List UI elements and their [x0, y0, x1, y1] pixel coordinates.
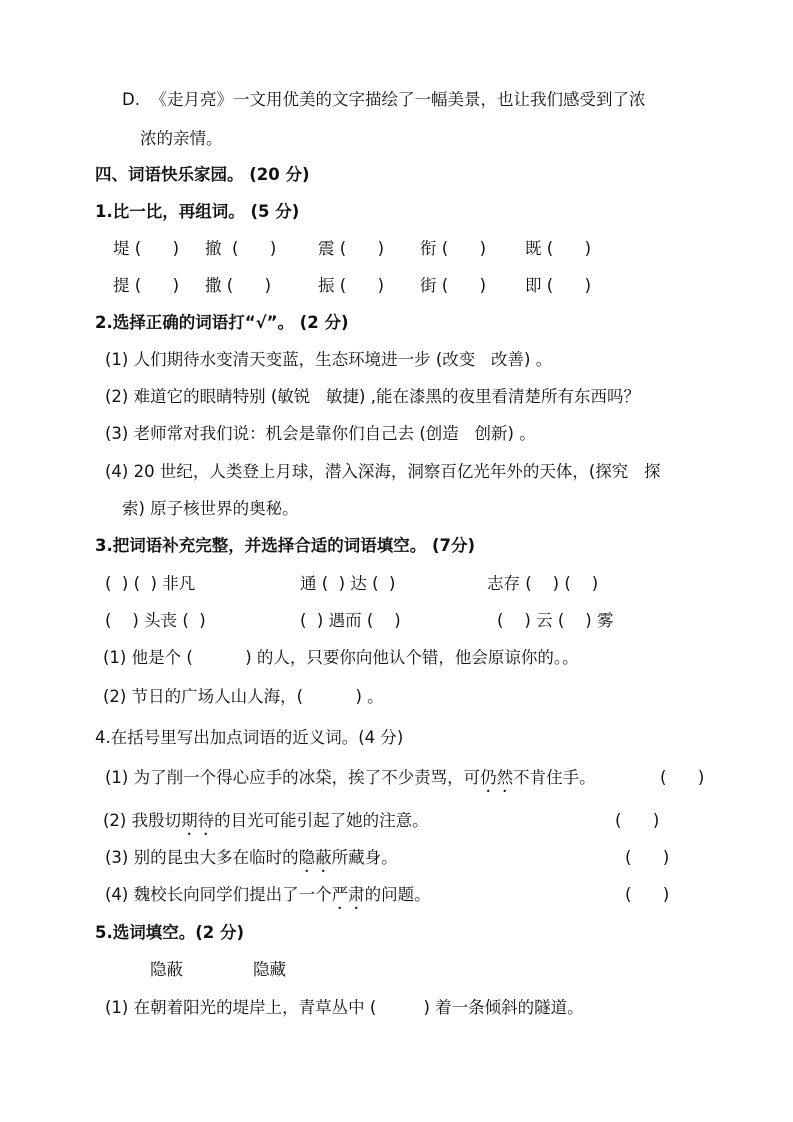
q2-item: (3) 老师常对我们说：机会是靠你们自己去 (创造 创新) 。 [105, 424, 536, 443]
word-blank[interactable]: 振 ( ) [318, 276, 385, 295]
q3-item: (1) 他是个 ( ) 的人，只要你向他认个错，他会原谅你的。。 [103, 648, 579, 667]
dotted-word: 隐蔽 [298, 848, 332, 867]
idiom-blank[interactable]: ( ) 云 ( ) 雾 [497, 611, 614, 630]
option-d-line2: 浓的亲情。 [140, 129, 223, 148]
option-d-line1: D. 《走月亮》一文用优美的文字描绘了一幅美景，也让我们感受到了浓 [122, 90, 646, 109]
q2-item: (2) 难道它的眼睛特别 (敏锐 敏捷) ,能在漆黑的夜里看清楚所有东西吗？ [105, 387, 640, 406]
q5-title: 5.选词填空。(2 分) [95, 923, 245, 942]
dotted-word: 仍然 [480, 768, 514, 787]
q2-item: (4) 20 世纪，人类登上月球，潜入深海，洞察百亿光年外的天体，(探究 探 [105, 462, 661, 481]
q3-item: (2) 节日的广场人山人海，( ) 。 [103, 687, 384, 706]
idiom-blank[interactable]: ( ) 头丧 ( ) [105, 611, 206, 630]
q5-item: (1) 在朝着阳光的堤岸上，青草丛中 ( ) 着一条倾斜的隧道。 [105, 998, 584, 1017]
text: 所藏身。 [331, 848, 398, 867]
q4-item [105, 885, 431, 913]
q3-title: 3.把词语补充完整，并选择合适的词语填空。 (7分) [95, 536, 476, 555]
text: (2) 我殷切 [103, 811, 182, 830]
answer-blank[interactable]: ( ) [625, 848, 670, 867]
section-title: 四、词语快乐家园。 (20 分) [95, 165, 310, 184]
q4-item [105, 848, 398, 876]
word-blank[interactable]: 街 ( ) [420, 276, 487, 295]
q4-title: 4.在括号里写出加点词语的近义词。(4 分) [95, 728, 404, 747]
idiom-blank[interactable]: 通 ( ) 达 ( ) [300, 574, 396, 593]
word-blank[interactable]: 震 ( ) [318, 239, 385, 258]
text: 的问题。 [364, 885, 431, 904]
text: (3) 别的昆虫大多在临时的 [105, 848, 299, 867]
idiom-blank[interactable]: 志存 ( ) ( ) [487, 574, 599, 593]
text: 的目光可能引起了她的注意。 [214, 811, 429, 830]
q2-title: 2.选择正确的词语打“√”。 (2 分) [95, 313, 349, 332]
answer-blank[interactable]: ( ) [660, 768, 705, 787]
q2-item-cont: 索) 原子核世界的奥秘。 [122, 499, 299, 518]
word-blank[interactable]: 撤 ( ) [205, 239, 277, 258]
idiom-blank[interactable]: ( ) ( ) 非凡 [105, 574, 196, 593]
word-blank[interactable]: 堤 ( ) [113, 239, 180, 258]
q2-item: (1) 人们期待水变清天变蓝，生态环境进一步 (改变 改善) 。 [105, 350, 553, 369]
choice-word: 隐藏 [253, 960, 286, 979]
word-blank[interactable]: 提 ( ) [113, 276, 180, 295]
text: 不肯住手。 [513, 768, 596, 787]
answer-blank[interactable]: ( ) [615, 811, 660, 830]
word-blank[interactable]: 撒 ( ) [205, 276, 272, 295]
text: (1) 为了削一个得心应手的冰柋，挨了不少责骂，可 [105, 768, 481, 787]
answer-blank[interactable]: ( ) [625, 885, 670, 904]
dotted-word: 严肃 [331, 885, 365, 904]
choice-word: 隐蔽 [150, 960, 183, 979]
q4-item [103, 811, 429, 839]
text: (4) 魏校长向同学们提出了一个 [105, 885, 332, 904]
word-blank[interactable]: 既 ( ) [525, 239, 592, 258]
word-blank[interactable]: 即 ( ) [525, 276, 592, 295]
word-blank[interactable]: 衔 ( ) [420, 239, 487, 258]
idiom-blank[interactable]: ( ) 遇而 ( ) [300, 611, 401, 630]
q1-title: 1.比一比，再组词。 (5 分) [95, 202, 300, 221]
q4-item [105, 768, 596, 796]
dotted-word: 期待 [181, 811, 215, 830]
